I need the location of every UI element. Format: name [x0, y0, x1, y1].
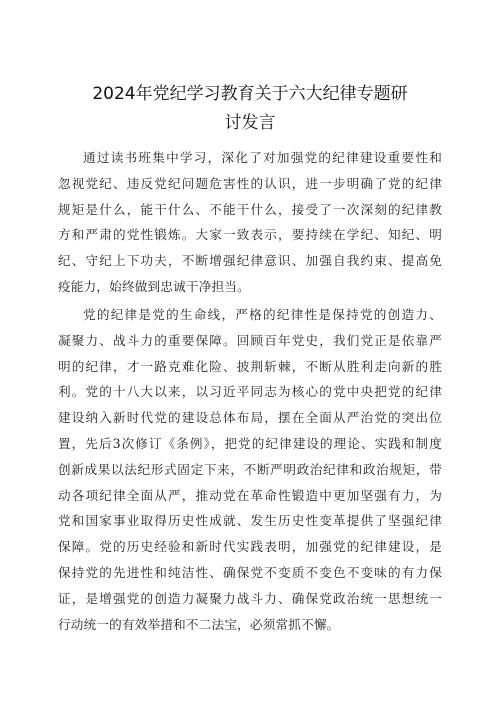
paragraph-line: 动各项纪律全面从严，推动党在革命性锻造中更加坚强有力，为 [58, 487, 442, 503]
paragraph-line: 明的纪律，才一路克难化险、披荆斩棘，不断从胜利走向新的胜 [58, 358, 442, 374]
paragraph-line: 规矩是什么，能干什么、不能干什么，接受了一次深刻的纪律教 [58, 201, 442, 217]
paragraph-line: 保障。党的历史经验和新时代实践表明，加强党的纪律建设，是 [58, 539, 442, 555]
paragraph-line: 行动统一的有效举措和不二法宝，必须常抓不懈。 [58, 616, 340, 632]
paragraph-line: 通过读书班集中学习，深化了对加强党的纪律建设重要性和 [83, 150, 442, 165]
paragraph-line: 置，先后3次修订《条例》，把党的纪律建设的理论、实践和制度 [58, 435, 442, 451]
paragraph-line: 党的纪律是党的生命线，严格的纪律性是保持党的创造力、 [83, 307, 442, 322]
paragraph-line: 纪、守纪上下功夫，不断增强纪律意识、加强自我约束、提高免 [58, 253, 442, 269]
paragraph-line: 党和国家事业取得历史性成就、发生历史性变革提供了坚强纪律 [58, 513, 442, 529]
paragraph-line: 建设纳入新时代党的建设总体布局，摆在全面从严治党的突出位 [58, 410, 442, 426]
paragraph-line: 方和严肃的党性锻炼。大家一致表示，要持续在学纪、知纪、明 [58, 227, 442, 243]
paragraph-line: 疫能力，始终做到忠诚干净担当。 [58, 278, 250, 294]
paragraph-line: 证，是增强党的创造力凝聚力战斗力、确保党政治统一思想统一 [58, 590, 442, 606]
paragraph-line: 利。党的十八大以来，以习近平同志为核心的党中央把党的纪律 [58, 384, 442, 400]
document-title-continued: 讨发言 [224, 113, 276, 133]
paragraph-line: 创新成果以法纪形式固定下来，不断严明政治纪律和政治规矩，带 [58, 461, 442, 477]
paragraph-line: 保持党的先进性和纯洁性、确保党不变质不变色不变味的有力保 [58, 564, 442, 580]
paragraph-line: 忽视党纪、违反党纪问题危害性的认识，进一步明确了党的纪律 [58, 175, 442, 191]
document-title: 2024年党纪学习教育关于六大纪律专题研 [92, 84, 408, 104]
paragraph-1 [58, 145, 442, 300]
paragraph-line: 凝聚力、战斗力的重要保障。回顾百年党史，我们党正是依靠严 [58, 332, 442, 348]
paragraph-2 [58, 302, 442, 637]
